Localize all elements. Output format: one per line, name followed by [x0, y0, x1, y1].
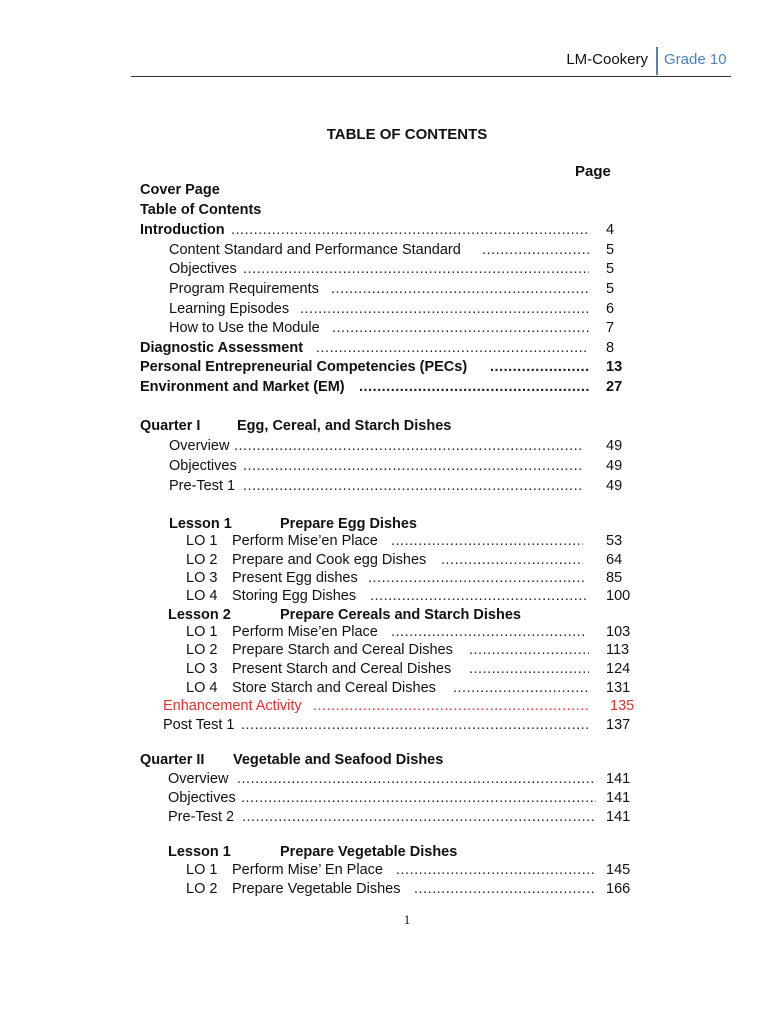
toc-post-test-page: 137 — [606, 717, 631, 733]
toc-item: Program Requirements — [169, 281, 319, 297]
toc-em-page: 27 — [606, 379, 623, 395]
lo-label: Prepare Starch and Cereal Dishes — [232, 642, 453, 658]
lo-page: 100 — [606, 588, 631, 604]
leader-dots — [241, 788, 596, 808]
lo-label: Perform Mise’en Place — [232, 624, 378, 640]
toc-item-page: 49 — [606, 458, 623, 474]
leader-dots — [242, 807, 596, 827]
leader-dots — [391, 622, 587, 642]
leader-dots — [316, 338, 589, 358]
lo-code: LO 2 — [186, 642, 218, 658]
toc-table-of-contents: Table of Contents — [140, 202, 262, 218]
quarter-1-label: Quarter I — [140, 418, 201, 434]
leader-dots — [243, 456, 581, 476]
toc-item: Pre-Test 2 — [168, 809, 235, 825]
leader-dots — [243, 259, 589, 279]
lo-code: LO 3 — [186, 661, 218, 677]
lo-code: LO 4 — [186, 680, 218, 696]
lo-code: LO 4 — [186, 588, 218, 604]
header-rule — [131, 76, 731, 77]
quarter-1-title: Egg, Cereal, and Starch Dishes — [237, 418, 452, 434]
leader-dots — [359, 377, 589, 397]
lo-page: 113 — [606, 642, 630, 658]
toc-introduction: Introduction — [140, 222, 225, 238]
lesson-label: Lesson 2 — [168, 607, 231, 623]
lo-code: LO 1 — [186, 533, 218, 549]
toc-item: Content Standard and Performance Standard — [169, 242, 461, 258]
leader-dots — [482, 240, 589, 260]
toc-post-test: Post Test 1 — [163, 717, 235, 733]
quarter-2-title: Vegetable and Seafood Dishes — [233, 752, 444, 768]
lo-label: Present Egg dishes — [232, 570, 358, 586]
leader-dots — [469, 640, 589, 660]
lo-label: Present Starch and Cereal Dishes — [232, 661, 452, 677]
leader-dots — [453, 678, 589, 698]
lo-page: 131 — [606, 680, 631, 696]
toc-diagnostic-page: 8 — [606, 340, 615, 356]
leader-dots — [368, 568, 586, 588]
toc-item: Learning Episodes — [169, 301, 290, 317]
lo-label: Perform Mise’en Place — [232, 533, 378, 549]
lesson-title: Prepare Cereals and Starch Dishes — [280, 607, 521, 623]
toc-item-page: 49 — [606, 478, 623, 494]
toc-item-page: 5 — [606, 261, 615, 277]
leader-dots — [490, 357, 589, 377]
leader-dots — [370, 586, 586, 606]
toc-item: How to Use the Module — [169, 320, 320, 336]
lo-code: LO 2 — [186, 552, 218, 568]
page-title: TABLE OF CONTENTS — [326, 126, 488, 143]
lesson-title: Prepare Egg Dishes — [280, 516, 417, 532]
leader-dots — [237, 769, 596, 789]
lo-label: Storing Egg Dishes — [232, 588, 357, 604]
toc-item: Objectives — [168, 790, 236, 806]
lo-code: LO 1 — [186, 624, 218, 640]
toc-enhancement-page: 135 — [610, 698, 635, 714]
leader-dots — [243, 476, 581, 496]
lesson-label: Lesson 1 — [168, 844, 231, 860]
toc-item: Objectives — [169, 458, 237, 474]
lo-label: Perform Mise’ En Place — [232, 862, 383, 878]
toc-pecs-page: 13 — [606, 359, 623, 375]
lesson-label: Lesson 1 — [169, 516, 232, 532]
toc-item-page: 5 — [606, 281, 615, 297]
toc-item-page: 141 — [606, 790, 631, 806]
leader-dots — [441, 550, 583, 570]
lo-page: 145 — [606, 862, 631, 878]
toc-item: Overview — [168, 771, 229, 787]
leader-dots — [300, 299, 589, 319]
toc-item-page: 5 — [606, 242, 615, 258]
lo-label: Prepare and Cook egg Dishes — [232, 552, 427, 568]
lo-label: Store Starch and Cereal Dishes — [232, 680, 436, 696]
lo-page: 53 — [606, 533, 623, 549]
toc-item: Objectives — [169, 261, 237, 277]
toc-item-page: 6 — [606, 301, 615, 317]
toc-introduction-page: 4 — [606, 222, 615, 238]
leader-dots — [396, 860, 596, 880]
header-grade: Grade 10 — [664, 51, 727, 68]
lo-code: LO 1 — [186, 862, 218, 878]
header-separator — [656, 47, 658, 75]
toc-cover-page: Cover Page — [140, 182, 220, 198]
footer-page-number: 1 — [403, 912, 411, 927]
toc-item: Overview — [169, 438, 230, 454]
leader-dots — [313, 696, 589, 716]
leader-dots — [231, 220, 589, 240]
lo-page: 64 — [606, 552, 623, 568]
toc-item: Pre-Test 1 — [169, 478, 236, 494]
lo-label: Prepare Vegetable Dishes — [232, 881, 401, 897]
toc-environment-market: Environment and Market (EM) — [140, 379, 345, 395]
lo-page: 85 — [606, 570, 623, 586]
lo-code: LO 3 — [186, 570, 218, 586]
lo-code: LO 2 — [186, 881, 218, 897]
lo-page: 124 — [606, 661, 631, 677]
leader-dots — [241, 715, 589, 735]
quarter-2-label: Quarter II — [140, 752, 205, 768]
toc-item-page: 49 — [606, 438, 623, 454]
leader-dots — [391, 531, 583, 551]
toc-item-page: 141 — [606, 771, 631, 787]
page-column-label: Page — [575, 163, 611, 180]
leader-dots — [469, 659, 589, 679]
lo-page: 166 — [606, 881, 631, 897]
lo-page: 103 — [606, 624, 631, 640]
lesson-title: Prepare Vegetable Dishes — [280, 844, 458, 860]
leader-dots — [331, 279, 589, 299]
header-course: LM-Cookery — [566, 51, 648, 68]
leader-dots — [332, 318, 589, 338]
leader-dots — [414, 879, 596, 899]
toc-enhancement-activity: Enhancement Activity — [163, 698, 302, 714]
toc-pecs: Personal Entrepreneurial Competencies (PECs) — [140, 359, 468, 375]
leader-dots — [234, 436, 581, 456]
toc-diagnostic-assessment: Diagnostic Assessment — [140, 340, 304, 356]
toc-item-page: 7 — [606, 320, 615, 336]
toc-item-page: 141 — [606, 809, 631, 825]
